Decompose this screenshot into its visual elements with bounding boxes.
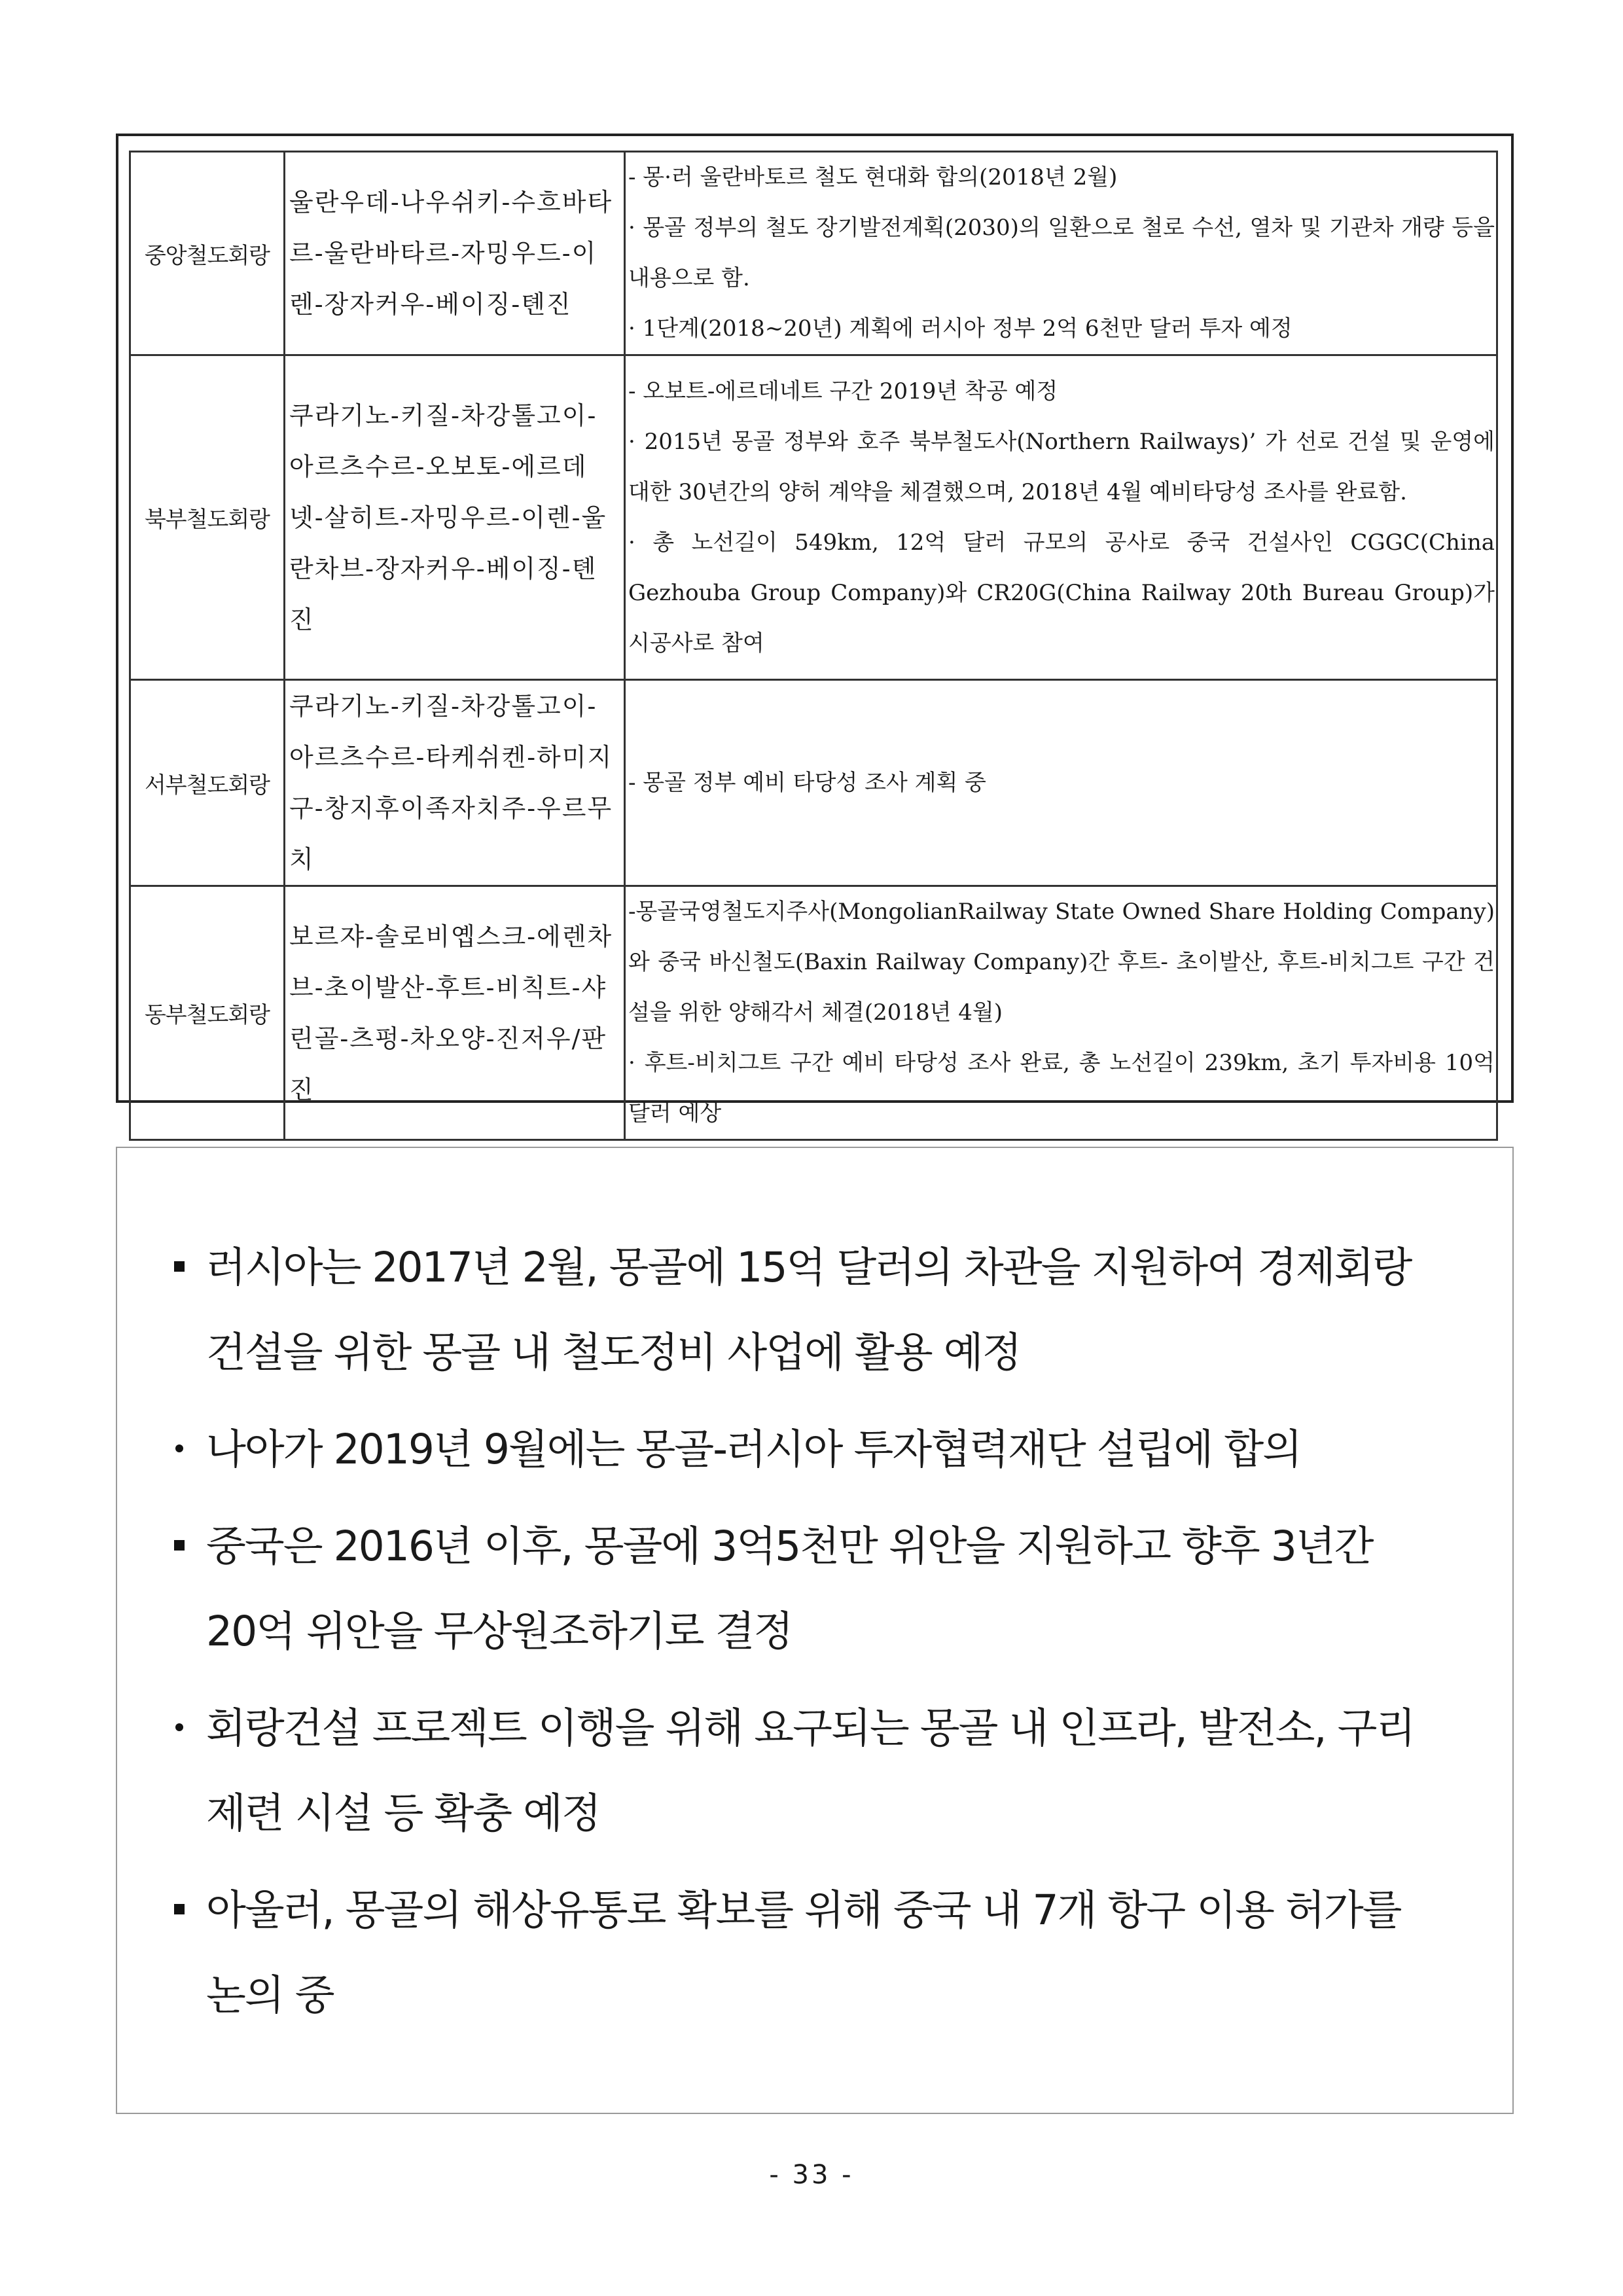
description-line: · 몽골 정부의 철도 장기발전계획(2030)의 일환으로 철로 수선, 열차 및 기관차 개량 등을 내용으로 함. bbox=[628, 215, 1495, 291]
page-number: - 33 - bbox=[769, 2160, 854, 2190]
dot-bullet-icon bbox=[163, 1686, 196, 1771]
corridor-description bbox=[625, 680, 1497, 886]
list-item-text: 러시아는 2017년 2월, 몽골에 15억 달러의 차관을 지원하여 경제회랑 건설을 위한 몽골 내 철도정비 사업에 활용 예정 bbox=[206, 1244, 1412, 1376]
table-row bbox=[130, 680, 1497, 886]
list-item bbox=[163, 1868, 1433, 2038]
corridor-table-frame bbox=[116, 134, 1514, 1126]
summary-list bbox=[163, 1225, 1433, 2050]
description-line: · 후트-비치그트 구간 예비 타당성 조사 완료, 총 노선길이 239km, 초기 투자비용 10억 달러 예상 bbox=[628, 1050, 1495, 1126]
corridor-name: 북부철도회랑 bbox=[130, 355, 285, 680]
description-line: - 몽골 정부 예비 타당성 조사 계획 중 bbox=[628, 769, 986, 796]
corridor-description bbox=[625, 152, 1497, 355]
table-row bbox=[130, 886, 1497, 1140]
corridor-name: 중앙철도회랑 bbox=[130, 152, 285, 355]
description-line: -몽골국영철도지주사(MongolianRailway State Owned Share Holding Company)와 중국 바신철도(Baxin Railway Company)간 후트- 초이발산, 후트-비치그트 구간 건설을 위한 양해각서 체결(2018년 4월) bbox=[628, 899, 1495, 1026]
corridor-description bbox=[625, 355, 1497, 680]
description-line: - 몽·러 울란바토르 철도 현대화 합의(2018년 2월) bbox=[628, 164, 1118, 190]
corridor-description bbox=[625, 886, 1497, 1140]
list-item bbox=[163, 1407, 1433, 1492]
square-bullet-icon bbox=[163, 1868, 196, 1953]
corridor-route: 쿠라기노-키질-차강톨고이-아르츠수르-오보토-에르데넷-살히트-자밍우르-이렌-울란차브-장자커우-베이징-톈진 bbox=[285, 355, 625, 680]
list-item bbox=[163, 1504, 1433, 1674]
list-item-text: 아울러, 몽골의 해상유통로 확보를 위해 중국 내 7개 항구 이용 허가를 논의 중 bbox=[206, 1886, 1401, 2019]
dot-bullet-icon bbox=[163, 1407, 196, 1492]
list-item-text: 회랑건설 프로젝트 이행을 위해 요구되는 몽골 내 인프라, 발전소, 구리 제련 시설 등 확충 예정 bbox=[206, 1704, 1415, 1837]
list-item-text: 중국은 2016년 이후, 몽골에 3억5천만 위안을 지원하고 향후 3년간 20억 위안을 무상원조하기로 결정 bbox=[206, 1522, 1373, 1655]
description-line: · 2015년 몽골 정부와 호주 북부철도사(Northern Railways)’ 가 선로 건설 및 운영에 대한 30년간의 양허 계약을 체결했으며, 2018년 4월 예비타당성 조사를 완료함. bbox=[628, 428, 1495, 505]
corridor-route: 보르쟈-솔로비옙스크-에렌차브-초이발산-후트-비칙트-샤린골-츠펑-차오양-진저우/판진 bbox=[285, 886, 625, 1140]
square-bullet-icon bbox=[163, 1225, 196, 1310]
list-item bbox=[163, 1225, 1433, 1395]
railway-corridor-table bbox=[129, 151, 1498, 1141]
corridor-route: 쿠라기노-키질-차강톨고이-아르츠수르-타케쉬켄-하미지구-창지후이족자치주-우르무치 bbox=[285, 680, 625, 886]
summary-box bbox=[116, 1147, 1514, 2114]
description-line: - 오보트-에르데네트 구간 2019년 착공 예정 bbox=[628, 378, 1058, 404]
description-line: · 1단계(2018~20년) 계획에 러시아 정부 2억 6천만 달러 투자 예정 bbox=[628, 315, 1293, 342]
corridor-route: 울란우데-나우쉬키-수흐바타르-울란바타르-자밍우드-이렌-장자커우-베이징-톈진 bbox=[285, 152, 625, 355]
table-row bbox=[130, 355, 1497, 680]
list-item-text: 나아가 2019년 9월에는 몽골-러시아 투자협력재단 설립에 합의 bbox=[206, 1426, 1302, 1473]
square-bullet-icon bbox=[163, 1504, 196, 1589]
corridor-name: 동부철도회랑 bbox=[130, 886, 285, 1140]
table-row bbox=[130, 152, 1497, 355]
description-line: · 총 노선길이 549km, 12억 달러 규모의 공사로 중국 건설사인 CGGC(China Gezhouba Group Company)와 CR20G(China Railway 20th Bureau Group)가 시공사로 참여 bbox=[628, 529, 1495, 656]
corridor-name: 서부철도회랑 bbox=[130, 680, 285, 886]
list-item bbox=[163, 1686, 1433, 1856]
